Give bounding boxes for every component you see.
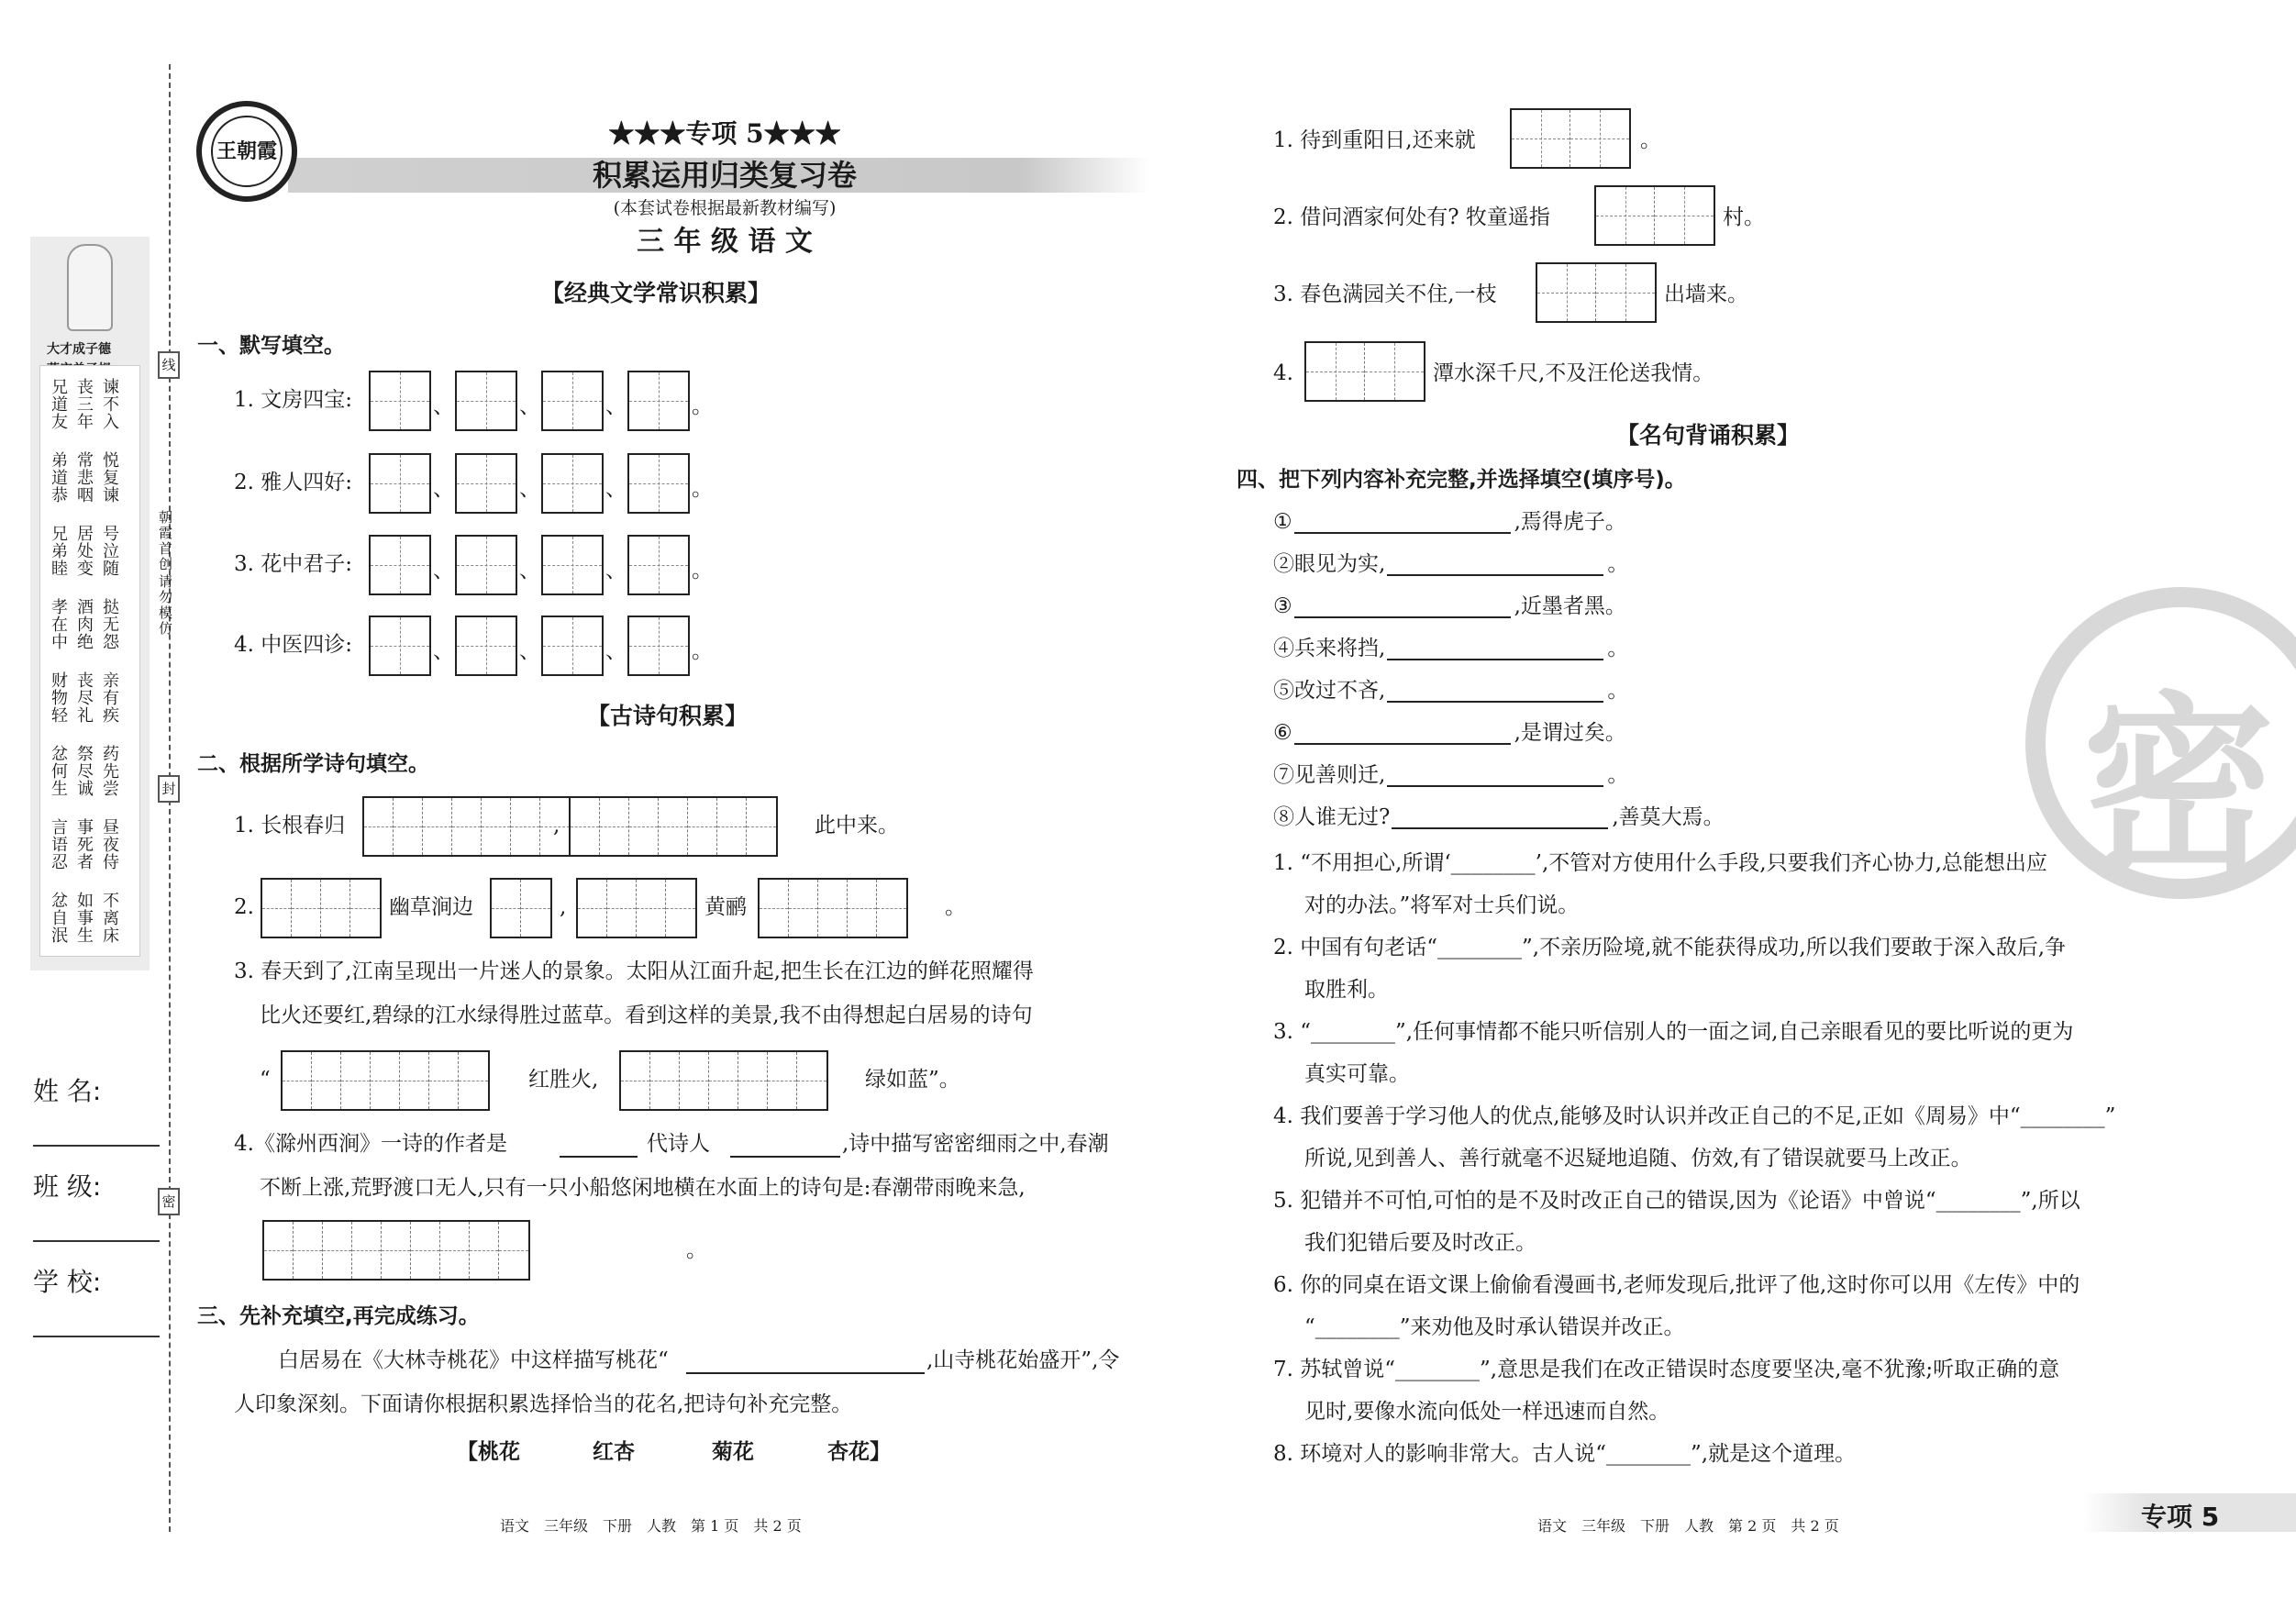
q4-question-line: 我们犯错后要及时改正。 (1304, 1231, 1536, 1255)
sidebar-verse-column: 悦复谏 (100, 451, 119, 504)
q3-option-chrysanthemum: 菊花 (712, 1440, 754, 1464)
q3-option-peach: 【桃花 (457, 1440, 520, 1464)
q1-answer-grid[interactable] (627, 616, 690, 676)
class-field[interactable] (33, 1240, 160, 1242)
q1-separator: 、 (433, 394, 454, 418)
q3-option-red-apricot: 红杏 (593, 1440, 635, 1464)
q4-fill-prefix: ④兵来将挡, (1273, 637, 1386, 660)
q4-fill-prefix: ⑧人谁无过? (1273, 805, 1391, 829)
q1-answer-grid[interactable] (455, 535, 517, 595)
sidebar-verse-column: 事死者 (74, 818, 94, 871)
publisher-logo (196, 101, 297, 202)
q4-fill-blank[interactable] (1392, 809, 1608, 829)
q3-3-grid[interactable] (1536, 262, 1657, 323)
q1-separator: 、 (433, 477, 454, 501)
paper-note: (本套试卷根据最新教材编写) (613, 198, 837, 218)
q2-2-text-b: 幽草涧边 (389, 895, 473, 919)
q4-fill-prefix: ⑦见善则迁, (1273, 763, 1386, 787)
q3-1-grid[interactable] (1510, 108, 1631, 169)
q3-1-text-b: 。 (1640, 128, 1661, 152)
sidebar-verse-column: 亲有疾 (100, 671, 119, 724)
q1-item-label: 1. 文房四宝: (234, 388, 353, 412)
q4-question-line: 8. 环境对人的影响非常大。古人说“________”,就是这个道理。 (1273, 1442, 1857, 1466)
q2-1-text-c: 此中来。 (815, 814, 899, 837)
q4-fill-blank[interactable] (1294, 598, 1511, 618)
q4-fill-suffix: 。 (1607, 552, 1629, 576)
school-label: 学 校: (33, 1267, 102, 1297)
q4-question-line: 5. 犯错并不可怕,可怕的是不及时改正自己的错误,因为《论语》中曾说“________”,所以 (1273, 1189, 2080, 1213)
sidebar-verse-column: 谏不入 (100, 378, 119, 430)
q3-4-num: 4. (1273, 361, 1293, 385)
q4-fill-blank[interactable] (1387, 682, 1603, 703)
q4-fill-suffix: ,焉得虎子。 (1514, 510, 1626, 534)
name-field[interactable] (33, 1145, 160, 1147)
q4-question-line: 3. “________”,任何事情都不能只听信别人的一面之词,自己亲眼看见的要比听说的更为 (1273, 1020, 2074, 1044)
q3-line-1b: ,山寺桃花始盛开”,令 (926, 1348, 1120, 1372)
q3-2-grid[interactable] (1594, 185, 1715, 246)
q2-2-grid-b[interactable] (490, 878, 552, 938)
q1-separator: 、 (519, 559, 540, 582)
sidebar-verse-column: 不离床 (100, 892, 119, 944)
q1-answer-grid[interactable] (541, 535, 604, 595)
topic-badge: 专项 5 (2141, 1502, 2220, 1532)
q1-separator: 、 (519, 394, 540, 418)
school-field[interactable] (33, 1336, 160, 1337)
sidebar-verse-column: 挞无怨 (100, 598, 119, 650)
q4-fill-blank[interactable] (1294, 725, 1511, 745)
q1-item-label: 2. 雅人四好: (234, 471, 353, 494)
sidebar-verse-column: 昼夜侍 (100, 818, 119, 871)
q2-2-text-d: 黄鹂 (704, 895, 747, 919)
q1-separator: 、 (433, 639, 454, 663)
q3-2-text-b: 村。 (1723, 205, 1765, 229)
q3-3-text-b: 出墙来。 (1664, 283, 1748, 306)
q3-line-1a: 白居易在《大林寺桃花》中这样描写桃花“ (278, 1348, 669, 1372)
q2-4-period: 。 (686, 1238, 707, 1262)
q2-2-comma: , (560, 895, 567, 919)
section-quote: 【名句背诵积累】 (1616, 422, 1801, 449)
q2-1-comma: , (553, 814, 560, 837)
q3-line-2: 人印象深刻。下面请你根据积累选择恰当的花名,把诗句补充完整。 (234, 1392, 853, 1416)
q3-option-apricot: 杏花】 (827, 1440, 891, 1464)
sidebar-verse-column: 药先尝 (100, 745, 119, 797)
sidebar-verse-column: 酒肉绝 (74, 598, 94, 650)
q1-answer-grid[interactable] (369, 535, 431, 595)
binding-note-1: 朝霞首创 (157, 510, 173, 572)
q1-answer-grid[interactable] (455, 616, 517, 676)
sidebar-verse-column: 如事生 (74, 892, 94, 944)
binding-mark-xian: 线 (158, 351, 180, 379)
q4-fill-suffix: ,是谓过矣。 (1514, 721, 1626, 745)
sidebar-verse-column: 孝在中 (49, 598, 68, 650)
q4-fill-prefix: ②眼见为实, (1273, 552, 1386, 576)
q4-fill-blank[interactable] (1387, 767, 1603, 787)
binding-note-2: 请勿模仿 (157, 574, 173, 637)
q4-question-line: 1. “不用担心,所谓‘________’,不管对方使用什么手段,只要我们齐心协力,总能想出应 (1273, 851, 2047, 875)
q3-poem-blank[interactable] (686, 1354, 925, 1374)
q1-item-label: 3. 花中君子: (234, 552, 353, 576)
q1-answer-grid[interactable] (455, 371, 517, 431)
q1-separator: 、 (519, 477, 540, 501)
q2-3-grid-a[interactable] (281, 1050, 490, 1111)
q4-title: 四、把下列内容补充完整,并选择填空(填序号)。 (1237, 468, 1686, 492)
sidebar-verse-column: 言语忍 (49, 818, 68, 871)
binding-mark-feng: 封 (158, 775, 180, 803)
binding-mark-mi: 密 (158, 1188, 180, 1215)
q4-question-line: 6. 你的同桌在语文课上偷偷看漫画书,老师发现后,批评了他,这时你可以用《左传》中的 (1273, 1273, 2080, 1297)
sidebar-motto-1: 大才成子德 (47, 342, 111, 357)
q3-4-grid[interactable] (1304, 341, 1425, 402)
q1-answer-grid[interactable] (627, 453, 690, 514)
q3-4-text-b: 潭水深千尺,不及汪伦送我情。 (1433, 361, 1714, 385)
q2-2-grid-c[interactable] (576, 878, 697, 938)
q4-fill-suffix: 。 (1607, 763, 1629, 787)
q1-answer-grid[interactable] (369, 371, 431, 431)
sidebar-verse-column: 弟道恭 (49, 451, 68, 504)
q1-separator: 、 (605, 477, 627, 501)
q4-question-line: 4. 我们要善于学习他人的优点,能够及时认识并改正自己的不足,正如《周易》中“________” (1273, 1104, 2116, 1128)
q1-answer-grid[interactable] (541, 371, 604, 431)
q4-question-line: “________”来劝他及时承认错误并改正。 (1304, 1315, 1685, 1339)
q2-3-text-end: 绿如蓝”。 (865, 1068, 960, 1092)
q2-4-line-2: 不断上涨,荒野渡口无人,只有一只小船悠闲地横在水面上的诗句是:春潮带雨晚来急, (260, 1176, 1026, 1200)
q2-1-text-a: 1. 长根春归 (234, 814, 346, 837)
q2-4-line-1b: 代诗人 (647, 1132, 710, 1156)
sidebar-verse-column: 居处变 (74, 525, 94, 577)
sidebar-verse-column: 兄弟睦 (49, 525, 68, 577)
q4-question-line: 取胜利。 (1304, 978, 1389, 1002)
q2-4-line-1a: 4.《滁州西涧》一诗的作者是 (234, 1132, 507, 1156)
q2-4-poet-blank[interactable] (730, 1137, 840, 1158)
q1-answer-grid[interactable] (369, 616, 431, 676)
class-label: 班 级: (33, 1171, 102, 1202)
q1-separator: 、 (605, 394, 627, 418)
name-label: 姓 名: (33, 1076, 102, 1106)
q2-2-grid-d[interactable] (758, 878, 908, 938)
q4-fill-prefix: ① (1273, 510, 1292, 534)
sidebar-verse-column: 财物轻 (49, 671, 68, 724)
q2-3-text-mid: 红胜火, (528, 1068, 599, 1092)
q4-fill-prefix: ⑤改过不吝, (1273, 679, 1386, 703)
q4-fill-prefix: ③ (1273, 594, 1292, 618)
q1-answer-grid[interactable] (455, 453, 517, 514)
q4-question-line: 7. 苏轼曾说“________”,意思是我们在改正错误时态度要坚决,毫不犹豫;听取正确的意 (1273, 1358, 2060, 1381)
q2-1-grid-a[interactable] (362, 796, 571, 857)
q2-3-line-2: 比火还要红,碧绿的江水绿得胜过蓝草。看到这样的美景,我不由得想起白居易的诗句 (260, 1004, 1033, 1027)
q4-fill-suffix: ,近墨者黑。 (1514, 594, 1626, 618)
footer-left: 语文 三年级 下册 人教 第 1 页 共 2 页 (500, 1517, 802, 1535)
q2-4-grid[interactable] (262, 1220, 530, 1281)
q2-4-author-blank[interactable] (560, 1137, 638, 1158)
q4-fill-prefix: ⑥ (1273, 721, 1292, 745)
q2-4-line-1c: ,诗中描写密密细雨之中,春潮 (842, 1132, 1109, 1156)
q2-3-line-1: 3. 春天到了,江南呈现出一片迷人的景象。太阳从江面升起,把生长在江边的鲜花照耀得 (234, 959, 1034, 983)
section-poem: 【古诗句积累】 (587, 703, 749, 729)
q4-question-line: 对的办法。”将军对士兵们说。 (1304, 893, 1580, 917)
q1-separator: 、 (519, 639, 540, 663)
q1-period: 。 (692, 559, 713, 582)
q4-fill-suffix: 。 (1607, 679, 1629, 703)
q1-separator: 、 (605, 559, 627, 582)
q1-period: 。 (692, 639, 713, 663)
q1-answer-grid[interactable] (369, 453, 431, 514)
q4-fill-blank[interactable] (1294, 514, 1511, 534)
q4-question-line: 2. 中国有句老话“________”,不亲历险境,就不能获得成功,所以我们要敢于深入敌后,争 (1273, 936, 2067, 959)
sidebar-verse-column: 丧三年 (74, 378, 94, 430)
q2-2-grid-a[interactable] (261, 878, 382, 938)
q2-2-period: 。 (945, 895, 966, 919)
q1-separator: 、 (433, 559, 454, 582)
q3-1-text-a: 1. 待到重阳日,还来就 (1273, 128, 1476, 152)
q2-1-grid-b[interactable] (569, 796, 778, 857)
sidebar-verse-column: 祭尽诚 (74, 745, 94, 797)
q1-item-label: 4. 中医四诊: (234, 633, 353, 657)
q1-title: 一、默写填空。 (197, 334, 345, 358)
sidebar-verse-column: 号泣随 (100, 525, 119, 577)
confidential-stamp-text: 密 (2082, 675, 2276, 900)
q2-title: 二、根据所学诗句填空。 (197, 752, 429, 776)
sidebar-verse-column: 兄道友 (49, 378, 68, 430)
q1-answer-grid[interactable] (541, 616, 604, 676)
section-classic: 【经典文学常识积累】 (541, 280, 771, 306)
q1-separator: 、 (605, 639, 627, 663)
q3-3-text-a: 3. 春色满园关不住,一枝 (1273, 283, 1497, 306)
q4-question-line: 所说,见到善人、善行就毫不迟疑地追随、仿效,有了错误就要马上改正。 (1304, 1147, 1972, 1170)
q2-3-open-quote: “ (260, 1068, 271, 1092)
q4-question-line: 真实可靠。 (1304, 1062, 1410, 1086)
footer-right: 语文 三年级 下册 人教 第 2 页 共 2 页 (1537, 1517, 1839, 1535)
logo-text: 王朝霞 (211, 116, 283, 187)
q4-fill-suffix: 。 (1607, 637, 1629, 660)
q3-2-text-a: 2. 借问酒家何处有? 牧童遥指 (1273, 205, 1550, 229)
paper-title: 积累运用归类复习卷 (592, 158, 857, 193)
q1-answer-grid[interactable] (627, 371, 690, 431)
q2-3-grid-b[interactable] (619, 1050, 828, 1111)
q2-2-num: 2. (234, 895, 254, 919)
sidebar-verse-column: 忿何生 (49, 745, 68, 797)
q1-answer-grid[interactable] (627, 535, 690, 595)
subject-title: 三 年 级 语 文 (637, 226, 813, 258)
q4-fill-blank[interactable] (1387, 640, 1603, 660)
q3-title: 三、先补充填空,再完成练习。 (197, 1304, 480, 1328)
q1-period: 。 (692, 477, 713, 501)
q4-fill-blank[interactable] (1387, 556, 1603, 576)
q4-fill-suffix: ,善莫大焉。 (1612, 805, 1725, 829)
q4-question-line: 见时,要像水流向低处一样迅速而自然。 (1304, 1400, 1670, 1424)
q1-period: 。 (692, 394, 713, 418)
sidebar-verse-column: 丧尽礼 (74, 671, 94, 724)
topic-title: ★★★专项 5★★★ (608, 118, 841, 149)
sidebar-verse-column: 常悲咽 (74, 451, 94, 504)
q1-answer-grid[interactable] (541, 453, 604, 514)
sidebar-verse-column: 忿自泯 (49, 892, 68, 944)
child-illustration (67, 244, 113, 331)
